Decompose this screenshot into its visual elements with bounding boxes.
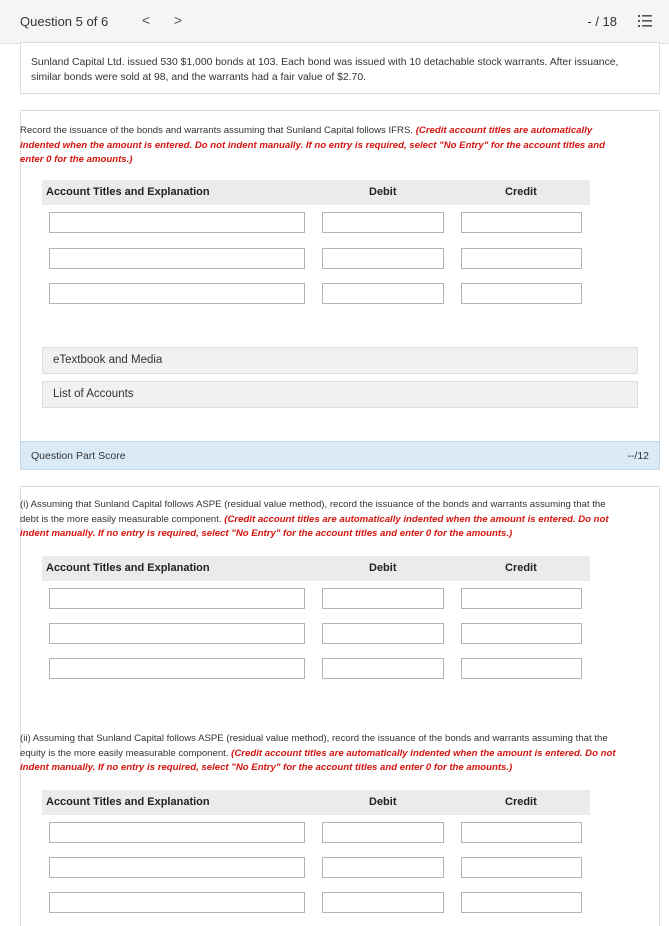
part-1-journal-header — [42, 180, 590, 205]
part-2-account-input-3[interactable] — [49, 658, 305, 679]
part-1-account-input-2[interactable] — [49, 248, 305, 269]
column-header-debit: Debit — [369, 562, 397, 574]
column-header-account: Account Titles and Explanation — [46, 796, 210, 808]
list-of-accounts-link[interactable]: List of Accounts — [42, 381, 638, 408]
column-header-account: Account Titles and Explanation — [46, 562, 210, 574]
part-2-prompt — [20, 498, 624, 542]
question-statement-text: Sunland Capital Ltd. issued 530 $1,000 bonds at 103. Each bond was issued with 10 detachable stock warrants. After issuance, similar bonds were sold at 98, and the warrants had a fair value of $2.70. — [31, 57, 619, 83]
part-1-credit-input-3[interactable] — [461, 283, 582, 304]
part-1-credit-input-1[interactable] — [461, 212, 582, 233]
part-score-value: --/12 — [627, 450, 649, 462]
part-2-credit-input-2[interactable] — [461, 623, 582, 644]
part-3-account-input-3[interactable] — [49, 892, 305, 913]
column-header-account: Account Titles and Explanation — [46, 186, 210, 198]
part-3-credit-input-2[interactable] — [461, 857, 582, 878]
part-2-credit-input-1[interactable] — [461, 588, 582, 609]
part-3-prompt — [20, 732, 624, 776]
part-1-account-input-1[interactable] — [49, 212, 305, 233]
part-score-label: Question Part Score — [31, 450, 126, 462]
column-header-credit: Credit — [505, 796, 537, 808]
part-2-account-input-2[interactable] — [49, 623, 305, 644]
part-1-debit-input-1[interactable] — [322, 212, 444, 233]
part-1-account-input-3[interactable] — [49, 283, 305, 304]
question-statement — [20, 42, 660, 94]
part-1-credit-input-2[interactable] — [461, 248, 582, 269]
part-2-credit-input-3[interactable] — [461, 658, 582, 679]
part-3-account-input-2[interactable] — [49, 857, 305, 878]
part-3-debit-input-2[interactable] — [322, 857, 444, 878]
part-3-credit-input-3[interactable] — [461, 892, 582, 913]
part-1-debit-input-2[interactable] — [322, 248, 444, 269]
part-3-debit-input-1[interactable] — [322, 822, 444, 843]
column-header-debit: Debit — [369, 796, 397, 808]
part-3-credit-input-1[interactable] — [461, 822, 582, 843]
column-header-credit: Credit — [505, 562, 537, 574]
part-1-prompt — [20, 124, 624, 168]
question-counter: Question 5 of 6 — [20, 14, 109, 29]
part-1-debit-input-3[interactable] — [322, 283, 444, 304]
question-nav-bar — [0, 0, 669, 44]
part-3-debit-input-3[interactable] — [322, 892, 444, 913]
part-3-account-input-1[interactable] — [49, 822, 305, 843]
etextbook-media-link[interactable]: eTextbook and Media — [42, 347, 638, 374]
part-3-prompt-text: (ii) Assuming that Sunland Capital follows ASPE (residual value method), record the issuance of the bonds and warrants assuming that the equity is the more easily measurable component. — [20, 733, 608, 759]
previous-question-button[interactable]: < — [141, 12, 151, 28]
question-part-score-bar — [20, 441, 660, 470]
part-3-journal-header — [42, 790, 590, 815]
question-list-icon[interactable] — [638, 13, 652, 29]
column-header-debit: Debit — [369, 186, 397, 198]
part-2-journal-header — [42, 556, 590, 581]
next-question-button[interactable]: > — [173, 12, 183, 28]
part-2-prompt-text: (i) Assuming that Sunland Capital follows ASPE (residual value method), record the issuance of the bonds and warrants assuming that the debt is the more easily measurable component. — [20, 499, 606, 525]
part-2-account-input-1[interactable] — [49, 588, 305, 609]
part-3-prompt-instructions: (Credit account titles are automatically indented when the amount is entered. Do not indent manually. If no entry is required, select "No Entry" for the account titles and enter 0 for the amounts.) — [20, 747, 616, 773]
part-2-debit-input-2[interactable] — [322, 623, 444, 644]
column-header-credit: Credit — [505, 186, 537, 198]
part-1-prompt-text: Record the issuance of the bonds and warrants assuming that Sunland Capital follows IFRS. — [20, 125, 416, 136]
part-1-prompt-instructions: (Credit account titles are automatically indented when the amount is entered. Do not indent manually. If no entry is required, select "No Entry" for the account titles and enter 0 for the amounts.) — [20, 125, 605, 165]
total-score: - / 18 — [587, 14, 617, 29]
part-2-prompt-instructions: (Credit account titles are automatically indented when the amount is entered. Do not indent manually. If no entry is required, select "No Entry" for the account titles and enter 0 for the amounts.) — [20, 513, 609, 539]
part-2-debit-input-3[interactable] — [322, 658, 444, 679]
part-2-debit-input-1[interactable] — [322, 588, 444, 609]
